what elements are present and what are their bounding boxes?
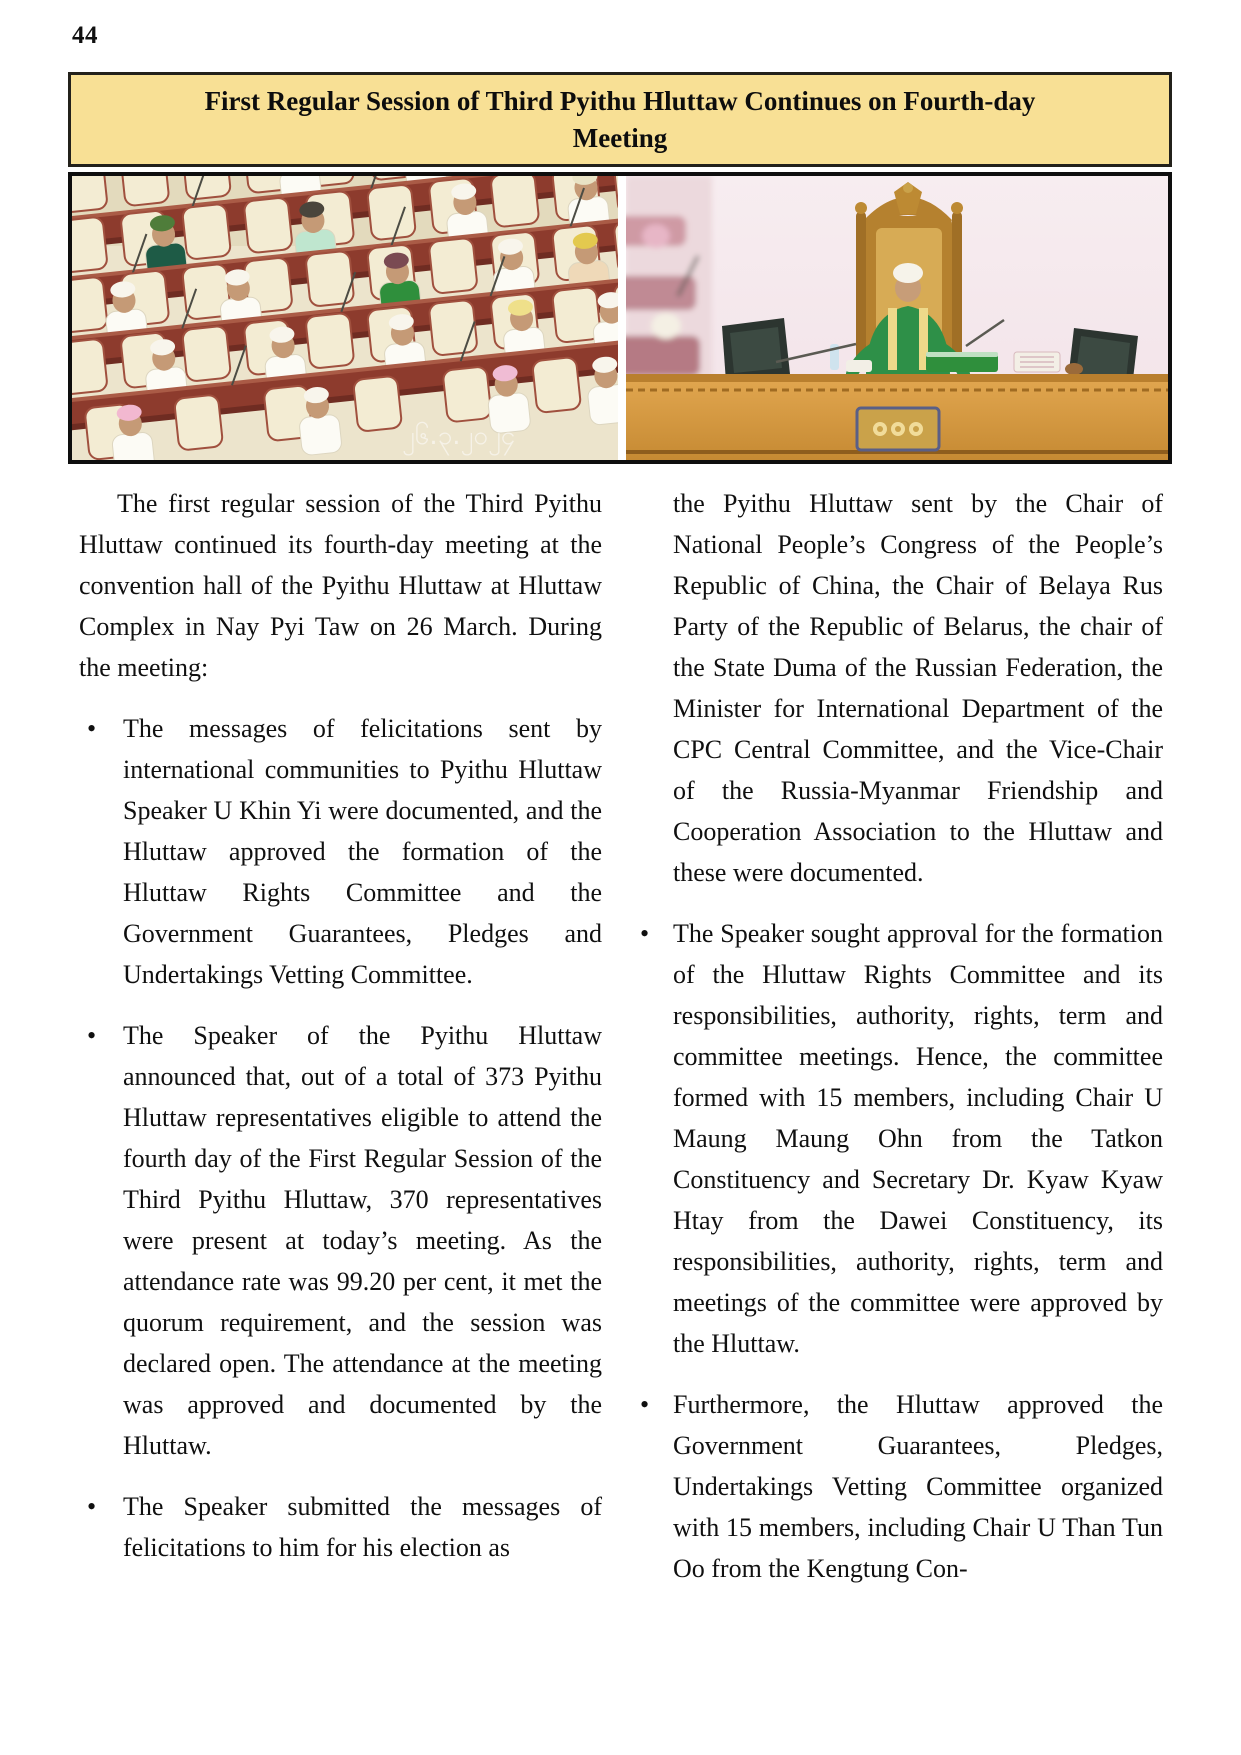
left-bullet-list (79, 708, 602, 1568)
bullet-item: • The Speaker of the Pyithu Hluttaw announced that, out of a total of 373 Pyithu Hluttaw representatives eligible to attend the fourth day of the First Regular Session of the Third Pyithu Hluttaw, 370 representatives were present at today’s meeting. As the attendance rate was 99.20 per cent, it met the quorum requirement, and the session was declared open. The attendance at the meeting was approved and documented by the Hluttaw. (123, 1015, 602, 1466)
article-title-line-1: First Regular Session of Third Pyithu Hluttaw Continues on Fourth-day (204, 85, 1036, 116)
right-column (640, 483, 1163, 1589)
bullet-item: • The Speaker sought approval for the formation of the Hluttaw Rights Committee and its responsibilities, authority, rights, term and committee meetings. Hence, the committee formed with 15 members, including Chair U Maung Maung Ohn from the Tatkon Constituency and Secretary Dr. Kyaw Kyaw Htay from the Dawei Constituency, its responsibilities, authority, rights, term and meetings of the committee were approved by the Hluttaw. (673, 913, 1163, 1364)
article-title-line-2: Meeting (572, 122, 668, 153)
bullet-item: • The messages of felicitations sent by international communities to Pyithu Hluttaw Speaker U Khin Yi were documented, and the Hluttaw approved the formation of the Hluttaw Rights Committee and the Government Guarantees, Pledges and Undertakings Vetting Committee. (123, 708, 602, 995)
bullet-item: • The Speaker submitted the messages of felicitations to him for his election as (123, 1486, 602, 1568)
left-column (79, 483, 602, 1589)
session-photo-left (72, 176, 618, 460)
lead-paragraph: The first regular session of the Third Pyithu Hluttaw continued its fourth-day meeting at the convention hall of the Pyithu Hluttaw at Hluttaw Complex in Nay Pyi Taw on 26 March. During the meeting: (79, 489, 602, 682)
continuation-paragraph: the Pyithu Hluttaw sent by the Chair of National People’s Congress of the People’s Republic of China, the Chair of Belaya Rus Party of the Republic of Belarus, the chair of the State Duma of the Russian Federation, the Minister for International Department of the CPC Central Committee, and the Vice-Chair of the Russia-Myanmar Friendship and Cooperation Association to the Hluttaw and these were documented. (673, 489, 1163, 887)
photo-watermark: ၂၆.၃.၂၀၂၄ (402, 421, 516, 451)
speaker-desk (626, 374, 1168, 460)
bullet-item: • Furthermore, the Hluttaw approved the Government Guarantees, Pledges, Undertakings Vetting Committee organized with 15 members, including Chair U Than Tun Oo from the Kengtung Con- (673, 1384, 1163, 1589)
photo-divider (618, 176, 626, 460)
article-body (79, 483, 1163, 1589)
session-photo-right (626, 176, 1168, 460)
page-number: 44 (72, 22, 98, 49)
session-photo (68, 172, 1172, 464)
right-bullet-list (640, 913, 1163, 1589)
article-title-banner (68, 72, 1172, 167)
